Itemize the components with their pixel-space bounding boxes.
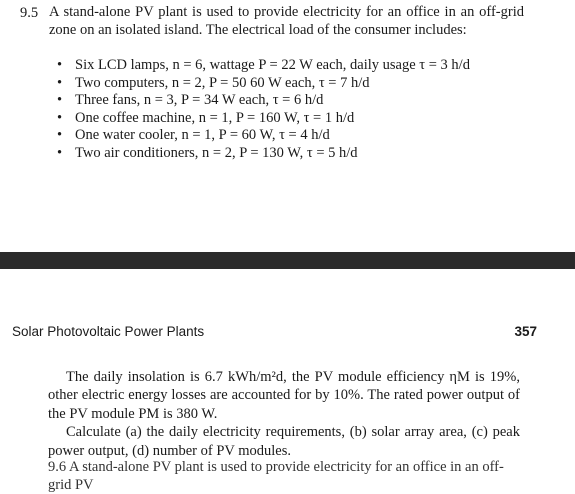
load-item-fans: Three fans, n = 3, P = 34 W each, τ = 6 h/d (75, 92, 324, 109)
problem-number: 9.5 (20, 5, 39, 21)
list-item (57, 110, 470, 128)
load-item-coffee-machine: One coffee machine, n = 1, P = 160 W, τ = 1 h/d (75, 109, 355, 126)
bullet-icon: • (57, 109, 63, 126)
paragraph-insolation: The daily insolation is 6.7 kWh/m²d, the PV module efficiency ηM is 19%, other electric energy losses are accounted for by 10%. The rated power output of the PV module PM is 380 W. (48, 369, 520, 422)
page-number: 357 (514, 324, 537, 339)
bullet-icon: • (57, 144, 63, 161)
list-item (57, 75, 470, 93)
bullet-icon: • (57, 127, 63, 144)
load-item-lamps: Six LCD lamps, n = 6, wattage P = 22 W each, daily usage τ = 3 h/d (75, 57, 470, 73)
continuation-text (48, 368, 520, 460)
load-list (57, 57, 470, 163)
load-item-water-cooler: One water cooler, n = 1, P = 60 W, τ = 4 h/d (75, 127, 330, 144)
list-item (57, 92, 470, 110)
paragraph-calculate: Calculate (a) the daily electricity requirements, (b) solar array area, (c) peak power output, (d) number of PV modules. (48, 424, 520, 459)
cut-off-text-line: 9.6 A stand-alone PV plant is used to provide electricity for an office in an off-grid PV (48, 459, 504, 493)
page-divider (0, 252, 575, 269)
bullet-icon: • (57, 74, 63, 91)
load-item-computers: Two computers, n = 2, P = 50 60 W each, τ = 7 h/d (75, 74, 370, 91)
list-item (57, 57, 470, 75)
list-item (57, 145, 470, 163)
bullet-icon: • (57, 92, 63, 109)
problem-intro: A stand-alone PV plant is used to provide electricity for an office in an off-grid zone on an isolated island. The electrical load of the consumer includes: (49, 4, 524, 38)
list-item (57, 127, 470, 145)
load-item-air-conditioners: Two air conditioners, n = 2, P = 130 W, τ = 5 h/d (75, 144, 358, 161)
bullet-icon: • (57, 57, 63, 73)
running-head-title: Solar Photovoltaic Power Plants (12, 324, 205, 339)
